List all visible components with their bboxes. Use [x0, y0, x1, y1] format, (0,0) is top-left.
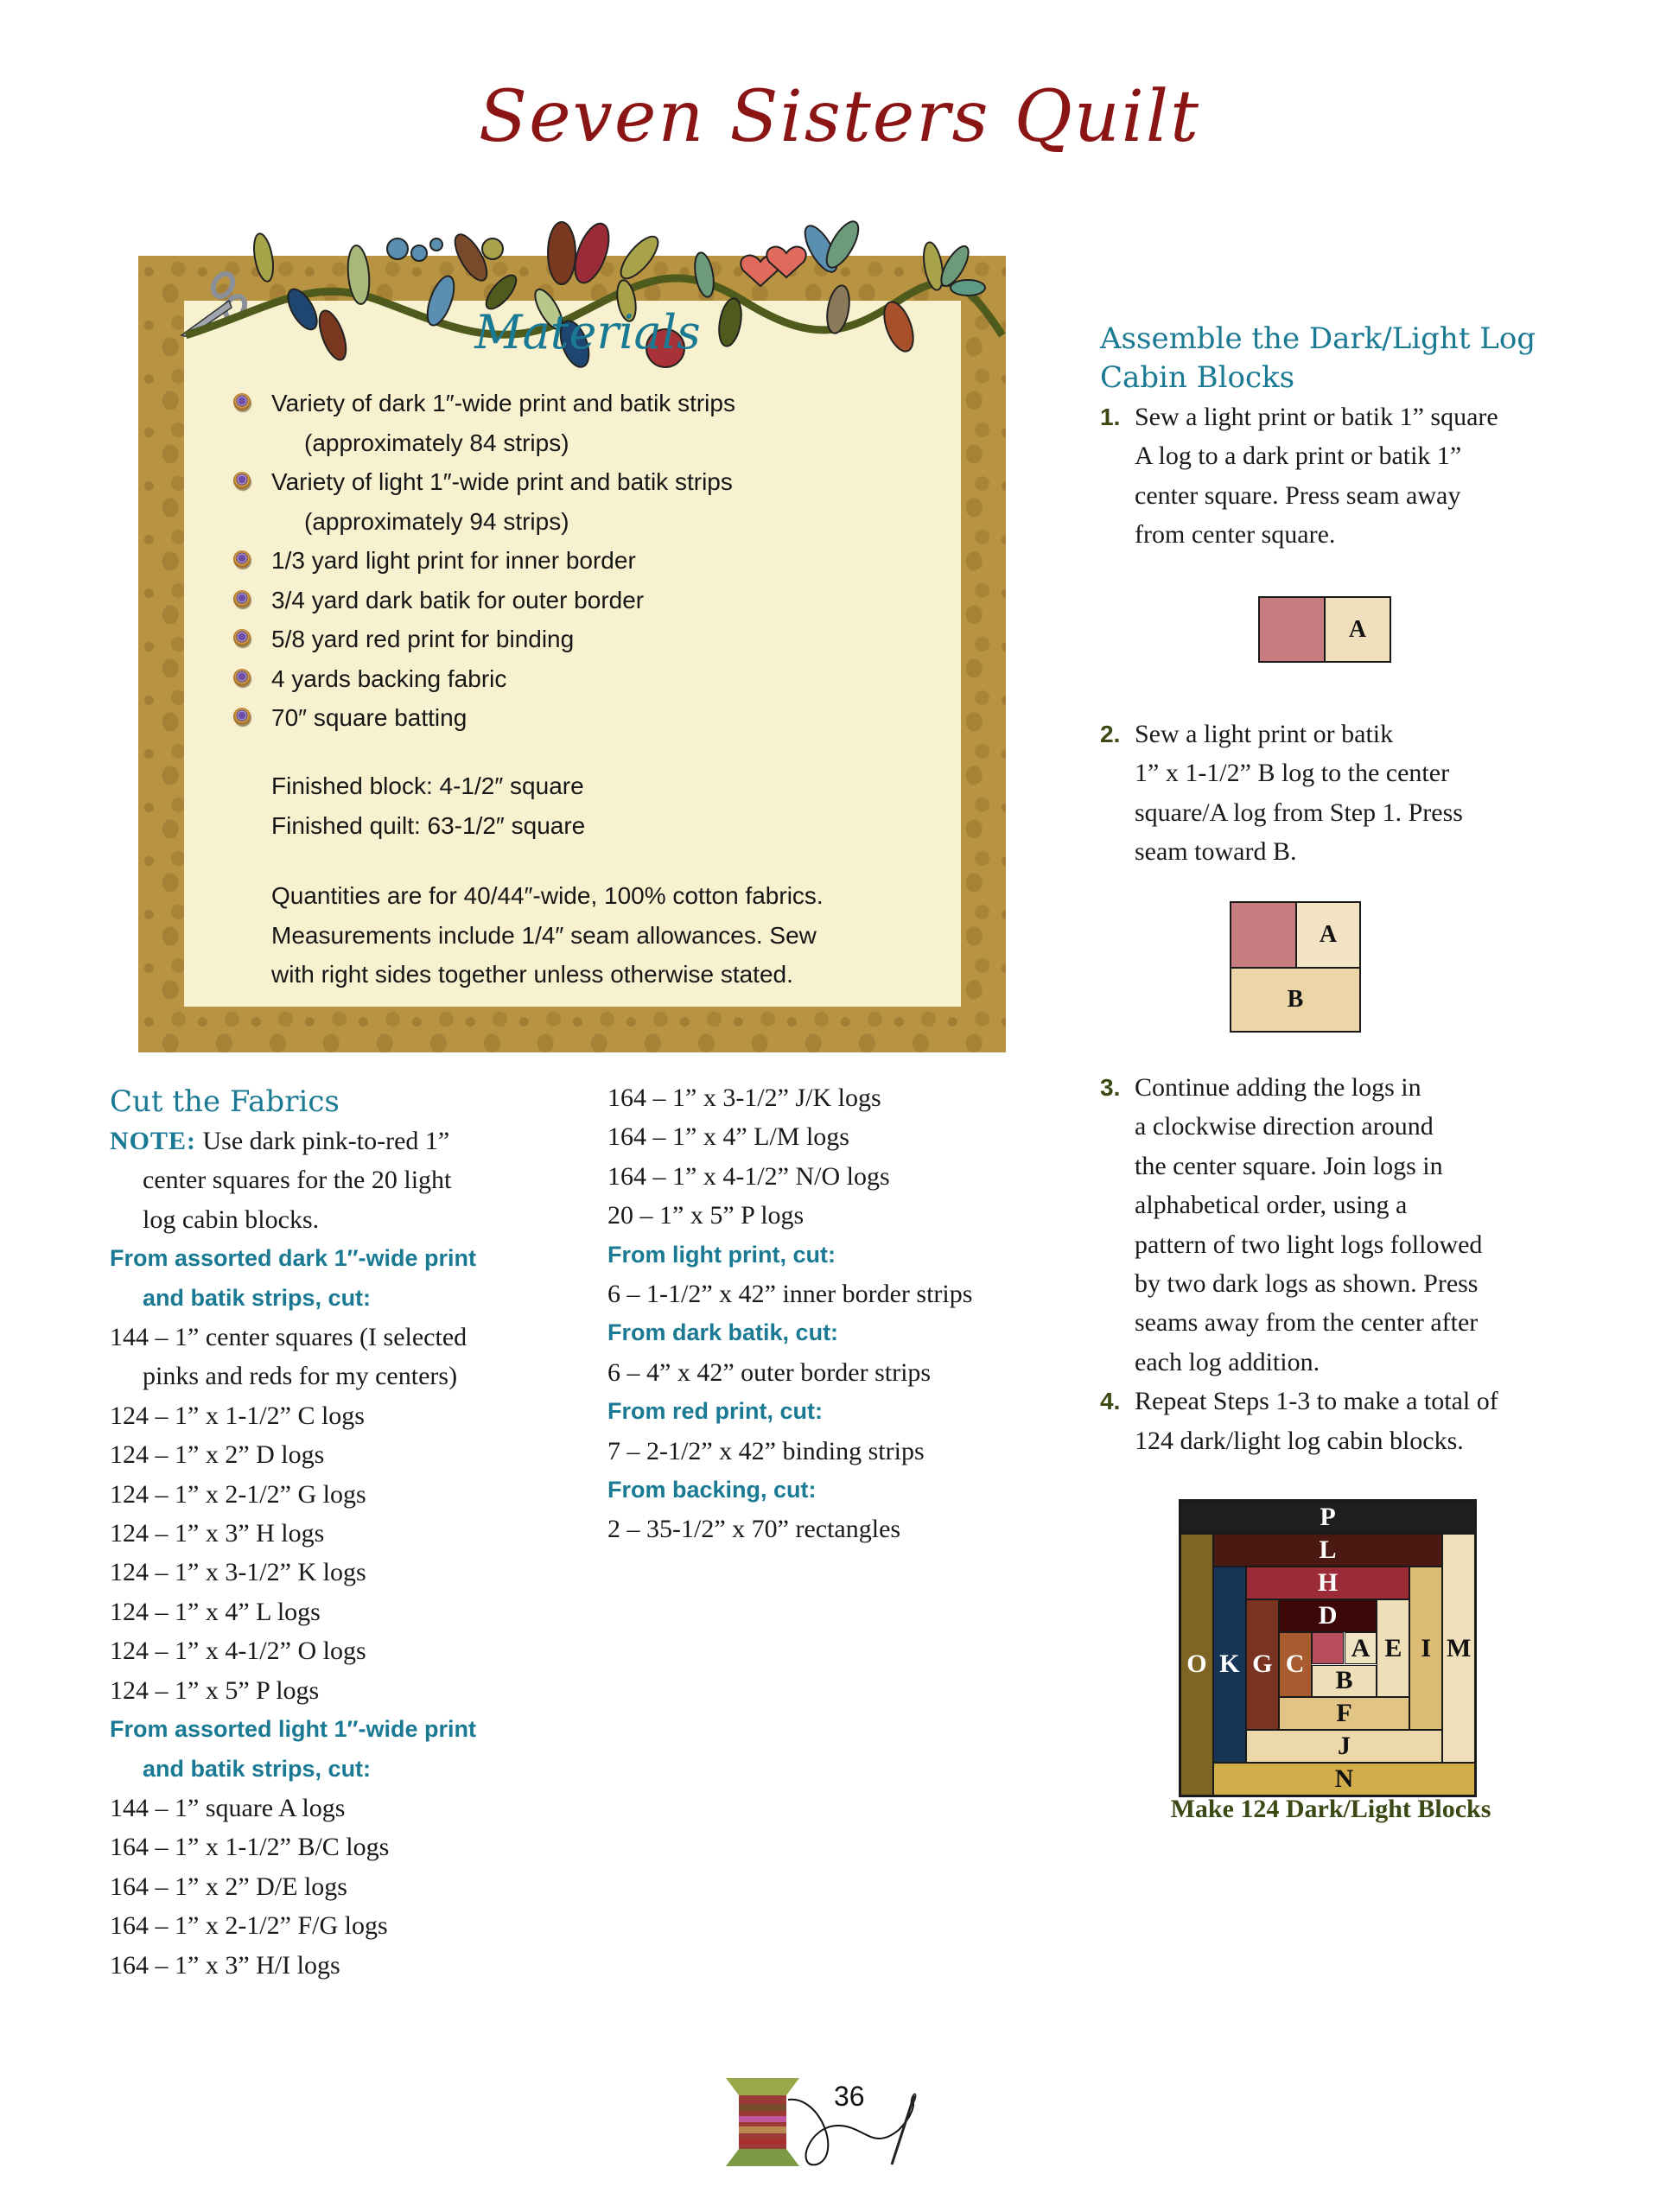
materials-heading: Materials	[474, 305, 701, 359]
button-bullet-icon	[233, 550, 251, 568]
note-label: NOTE:	[110, 1127, 197, 1155]
center-square	[1312, 1632, 1345, 1665]
cut-item: 164 – 1” x 4-1/2” N/O logs	[607, 1161, 890, 1191]
log-c: C	[1279, 1632, 1312, 1698]
cut-item: 124 – 1” x 3-1/2” K logs	[110, 1558, 366, 1587]
step-1: 1. Sew a light print or batik 1” square A log to a dark print or batik 1” center square. Press seam away from center square.	[1100, 397, 1584, 555]
group-heading-light-print: From light print, cut:	[607, 1241, 836, 1268]
log-g: G	[1246, 1599, 1279, 1731]
cut-item: 124 – 1” x 4-1/2” O logs	[110, 1637, 366, 1666]
button-bullet-icon	[233, 669, 251, 686]
cut-item: 124 – 1” x 3” H logs	[110, 1519, 325, 1548]
materials-item: 1/3 yard light print for inner border	[226, 541, 935, 581]
group-heading-dark-batik: From dark batik, cut:	[607, 1319, 839, 1346]
log-b: B	[1230, 967, 1361, 1033]
materials-item: Variety of light 1″-wide print and batik strips (approximately 94 strips)	[226, 462, 935, 541]
group-heading-backing: From backing, cut:	[607, 1477, 817, 1503]
step-2: 2. Sew a light print or batik 1” x 1-1/2” B log to the center square/A log from Step 1. Press seam toward B.	[1100, 715, 1584, 872]
button-bullet-icon	[233, 472, 251, 489]
materials-item: 3/4 yard dark batik for outer border	[226, 581, 935, 620]
log-cabin-block-diagram	[1179, 1499, 1477, 1797]
cut-item: 164 – 1” x 4” L/M logs	[607, 1122, 849, 1152]
log-p: P	[1180, 1501, 1475, 1534]
log-n: N	[1213, 1763, 1475, 1796]
cut-item: 124 – 1” x 2” D logs	[110, 1440, 325, 1470]
log-e: E	[1377, 1599, 1409, 1698]
cut-fabrics-middle-column	[607, 1078, 1091, 1549]
cut-item: 20 – 1” x 5” P logs	[607, 1201, 805, 1230]
group-heading-red-print: From red print, cut:	[607, 1398, 823, 1425]
cut-item: 124 – 1” x 5” P logs	[110, 1675, 320, 1705]
button-bullet-icon	[233, 708, 251, 725]
step-3: 3. Continue adding the logs in a clockwise direction around the center square. Join logs in alphabetical order, using a pattern of two light logs followed by two dark logs as shown. Press seams away from the center after each log addition.	[1100, 1068, 1584, 1382]
cut-item: 144 – 1” square A logs	[110, 1793, 346, 1822]
page-number: 36	[834, 2081, 865, 2112]
log-d: D	[1279, 1599, 1377, 1632]
materials-item: Variety of dark 1″-wide print and batik strips (approximately 84 strips)	[226, 384, 935, 462]
assemble-heading: Assemble the Dark/Light Log Cabin Blocks	[1100, 321, 1536, 395]
cut-fabrics-left-column: Cut the Fabrics NOTE: Use dark pink-to-red 1” center squares for the 20 light log cabin blocks. From assorted dark 1″-wide print and batik strips, cut: 144 – 1” center squares (I selected pinks and reds for my centers) 124 – 1” x 1-1/2” C logs 124 – 1” x 2” D logs 124 – 1” x 2-1/2” G logs 124 – 1” x 3” H logs 124 – 1” x 3-1/2” K logs 124 – 1” x 4” L logs 124 – 1” x 4-1/2” O logs 124 – 1” x 5” P logs From assorted light 1″-wide print and batik strips, cut: 144 – 1” square A logs 164 – 1” x 1-1/2” B/C logs 164 – 1” x 2” D/E logs 164 – 1” x 2-1/2” F/G logs 164 – 1” x 3” H/I logs	[110, 1083, 594, 1985]
step2-diagram	[1230, 901, 1361, 1033]
step-3-4-wrap	[1100, 1068, 1584, 1460]
step-number: 4.	[1100, 1388, 1121, 1415]
group-heading-light: From assorted light 1″-wide print	[110, 1716, 476, 1743]
button-bullet-icon	[233, 590, 251, 607]
cut-item: 124 – 1” x 1-1/2” C logs	[110, 1401, 365, 1430]
center-square	[1230, 901, 1297, 969]
materials-item: 4 yards backing fabric	[226, 659, 935, 699]
cut-item: 124 – 1” x 2-1/2” G logs	[110, 1479, 366, 1509]
log-i: I	[1409, 1567, 1442, 1731]
cut-item: 124 – 1” x 4” L logs	[110, 1597, 321, 1626]
step-number: 3.	[1100, 1074, 1121, 1101]
step-4: 4. Repeat Steps 1-3 to make a total of 124 dark/light log cabin blocks.	[1100, 1382, 1584, 1460]
cut-item: 7 – 2-1/2” x 42” binding strips	[607, 1436, 925, 1465]
button-bullet-icon	[233, 393, 251, 410]
log-m: M	[1442, 1534, 1475, 1763]
center-square	[1258, 596, 1326, 663]
log-o: O	[1180, 1534, 1213, 1796]
cut-item: 6 – 4” x 42” outer border strips	[607, 1357, 932, 1387]
cut-item: 144 – 1” center squares (I selected	[110, 1323, 467, 1352]
log-h: H	[1246, 1567, 1410, 1599]
finished-block: Finished block: 4-1/2″ square	[271, 772, 584, 799]
step-number: 1.	[1100, 404, 1121, 430]
group-heading-dark: From assorted dark 1″-wide print	[110, 1245, 477, 1272]
cut-item: 164 – 1” x 1-1/2” B/C logs	[110, 1833, 390, 1862]
page-title: Seven Sisters Quilt	[478, 76, 1201, 158]
log-j: J	[1246, 1730, 1442, 1763]
log-k: K	[1213, 1567, 1246, 1763]
log-b: B	[1312, 1665, 1377, 1698]
cut-item: 2 – 35-1/2” x 70” rectangles	[607, 1515, 901, 1544]
log-a: A	[1295, 901, 1361, 969]
materials-list	[226, 384, 935, 738]
cut-note: NOTE: Use dark pink-to-red 1”	[110, 1127, 450, 1155]
log-a: A	[1324, 596, 1391, 663]
fabric-notes: Quantities are for 40/44″-wide, 100% cotton fabrics. Measurements include 1/4″ seam allowances. Sew with right sides together unless otherwise stated.	[271, 882, 824, 988]
cut-item: 164 – 1” x 2” D/E logs	[110, 1872, 347, 1901]
assemble-column	[1100, 320, 1584, 555]
cut-item: 164 – 1” x 2-1/2” F/G logs	[110, 1911, 388, 1941]
button-bullet-icon	[233, 629, 251, 646]
thread-spool-needle-icon	[691, 2044, 933, 2169]
block-caption: Make 124 Dark/Light Blocks	[1170, 1795, 1491, 1823]
cut-item: 164 – 1” x 3-1/2” J/K logs	[607, 1084, 881, 1112]
log-l: L	[1213, 1534, 1442, 1567]
materials-item: 70″ square batting	[226, 698, 935, 738]
cut-item: 6 – 1-1/2” x 42” inner border strips	[607, 1280, 973, 1309]
materials-item: 5/8 yard red print for binding	[226, 620, 935, 659]
step-number: 2.	[1100, 721, 1121, 747]
finished-quilt: Finished quilt: 63-1/2″ square	[271, 811, 586, 839]
step-2-wrap	[1100, 715, 1584, 872]
log-a: A	[1345, 1632, 1377, 1665]
log-f: F	[1279, 1697, 1410, 1730]
step1-diagram	[1258, 596, 1391, 663]
cut-fabrics-heading: Cut the Fabrics	[110, 1084, 340, 1119]
cut-item: 164 – 1” x 3” H/I logs	[110, 1950, 340, 1980]
finished-sizes	[271, 766, 945, 845]
